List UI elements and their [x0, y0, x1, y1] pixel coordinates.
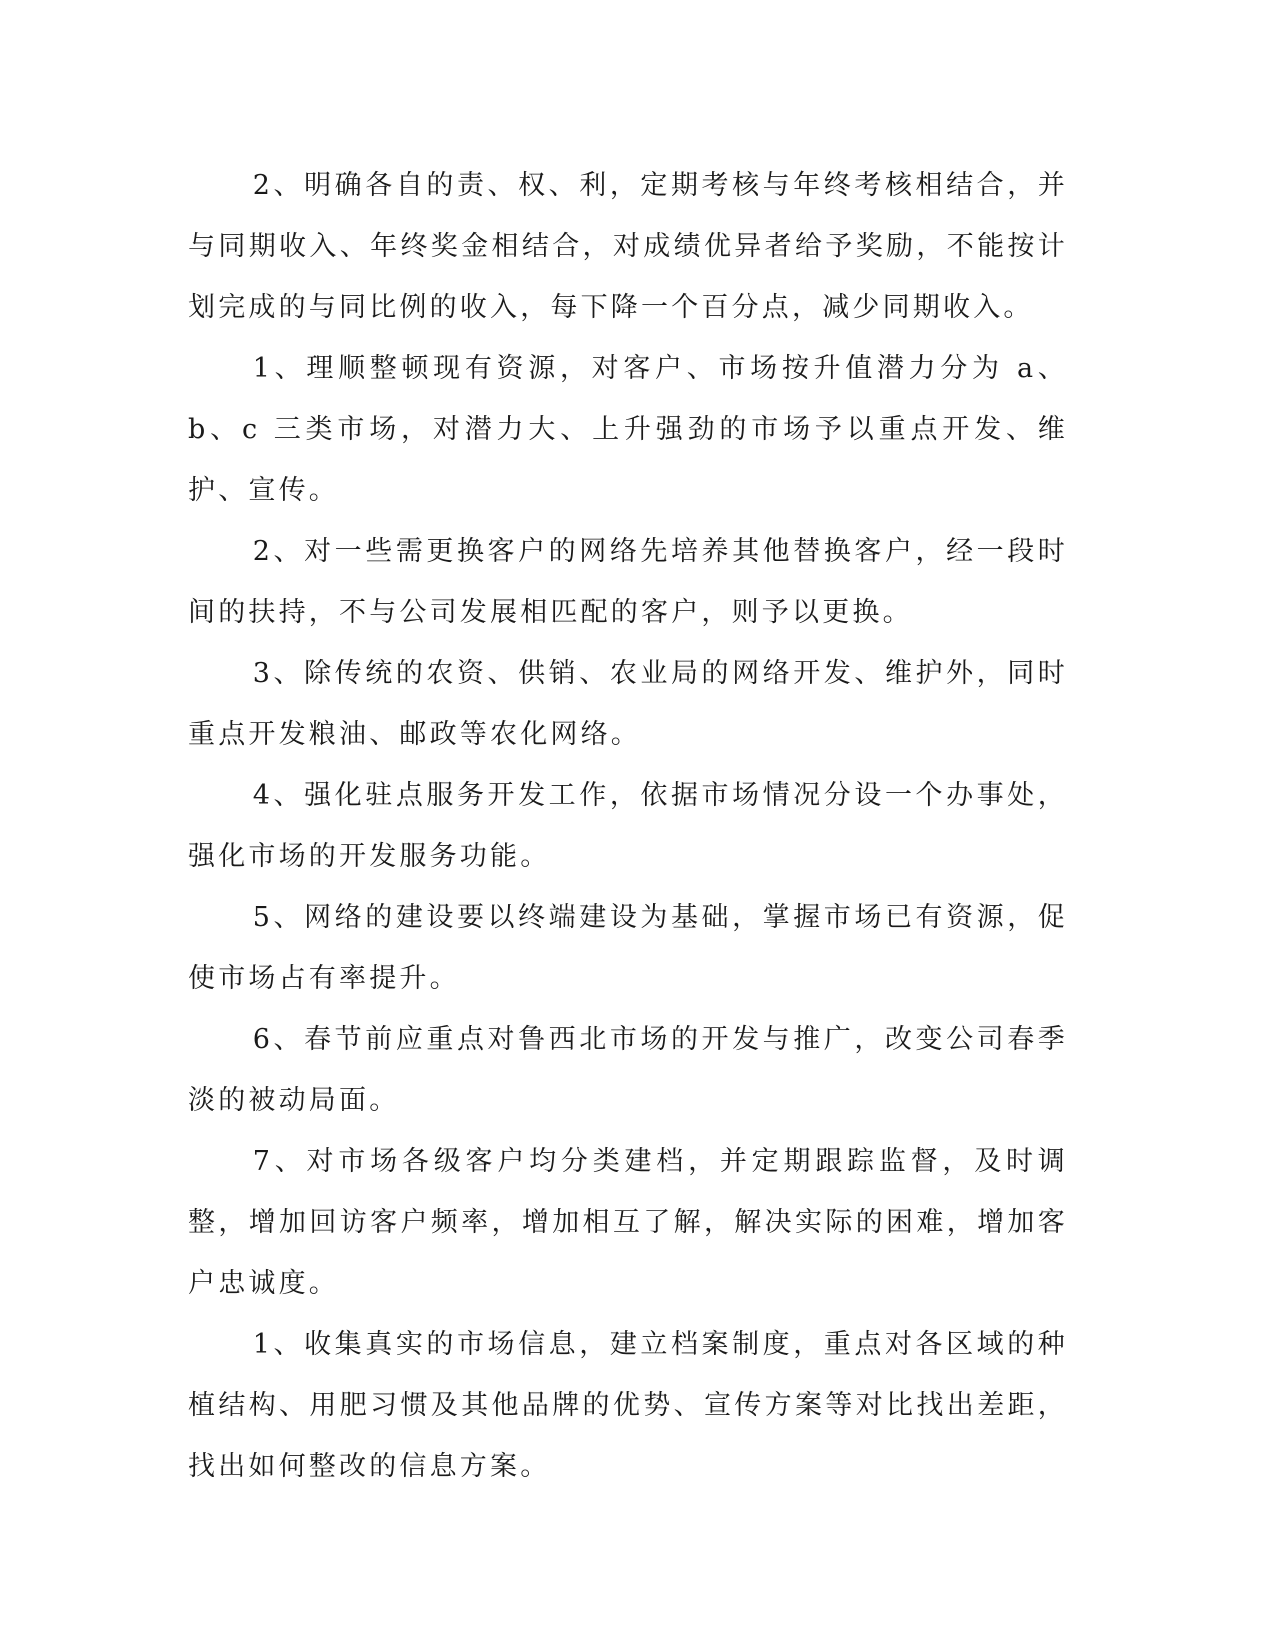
paragraph-network-development: 3、除传统的农资、供销、农业局的网络开发、维护外，同时重点开发粮油、邮政等农化网络。: [188, 658, 1068, 750]
paragraph-client-archiving: 7、对市场各级客户均分类建档，并定期跟踪监督，及时调整，增加回访客户频率，增加相互了解，解决实际的困难，增加客户忠诚度。: [188, 1146, 1068, 1299]
document-body: [188, 155, 1068, 1497]
paragraph-market-information: 1、收集真实的市场信息，建立档案制度，重点对各区域的种植结构、用肥习惯及其他品牌的优势、宣传方案等对比找出差距，找出如何整改的信息方案。: [188, 1329, 1068, 1482]
paragraph-performance-review: 2、明确各自的责、权、利，定期考核与年终考核相结合，并与同期收入、年终奖金相结合，对成绩优异者给予奖励，不能按计划完成的与同比例的收入，每下降一个百分点，减少同期收入。: [188, 170, 1068, 323]
paragraph-resource-classification: 1、理顺整顿现有资源，对客户、市场按升值潜力分为 a、b、c 三类市场，对潜力大、上升强劲的市场予以重点开发、维护、宣传。: [188, 353, 1068, 506]
paragraph-terminal-construction: 5、网络的建设要以终端建设为基础，掌握市场已有资源，促使市场占有率提升。: [188, 902, 1068, 994]
paragraph-spring-promotion: 6、春节前应重点对鲁西北市场的开发与推广，改变公司春季淡的被动局面。: [188, 1024, 1068, 1116]
paragraph-client-replacement: 2、对一些需更换客户的网络先培养其他替换客户，经一段时间的扶持，不与公司发展相匹配的客户，则予以更换。: [188, 536, 1068, 628]
paragraph-field-office: 4、强化驻点服务开发工作，依据市场情况分设一个办事处，强化市场的开发服务功能。: [188, 780, 1068, 872]
